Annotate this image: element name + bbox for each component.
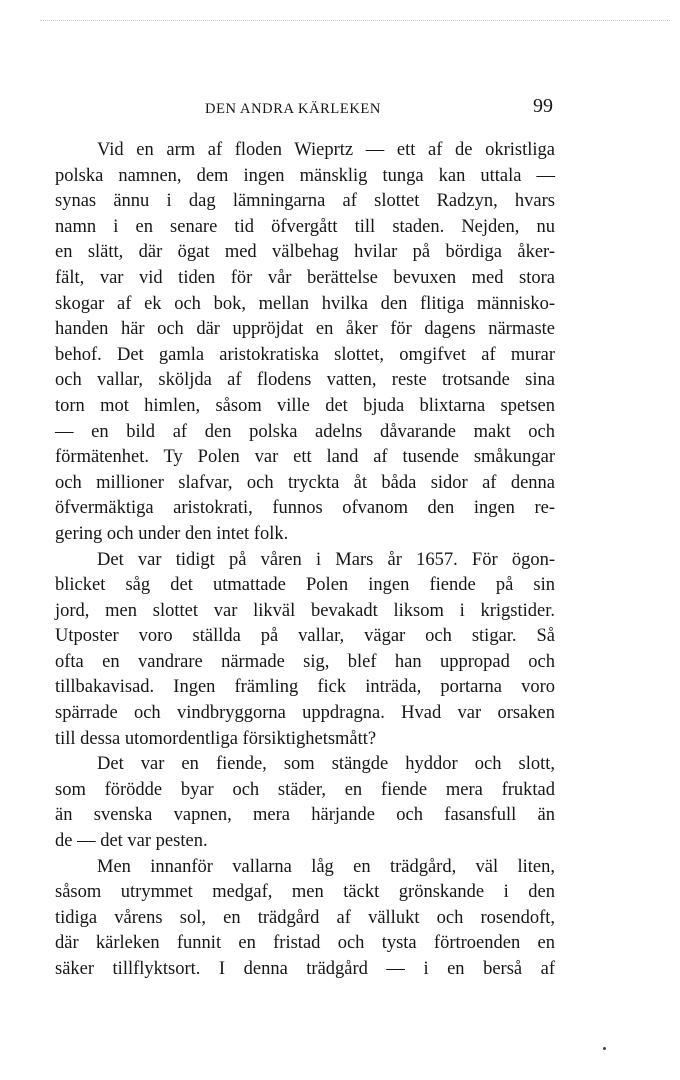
text-line: som förödde byar och städer, en fiende mera fruktad: [55, 779, 555, 800]
text-line: blicket såg det utmattade Polen ingen fiende på sin: [55, 575, 555, 596]
scan-edge-line: [40, 20, 670, 21]
text-line: till dessa utomordentliga försiktighetsmått?: [55, 728, 377, 749]
text-line: och vallar, sköljda af flodens vatten, reste trotsande sina: [55, 370, 555, 391]
text-line: handen här och där uppröjdat en åker för dagens närmaste: [55, 319, 555, 340]
text-line: tillbakavisad. Ingen främling fick inträda, portarna voro: [55, 677, 555, 698]
text-line: såsom utrymmet medgaf, men täckt grönskande i den: [55, 882, 555, 903]
text-line: synas ännu i dag lämningarna af slottet Radzyn, hvars: [55, 191, 555, 212]
text-line: tidiga vårens sol, en trädgård af vällukt och rosendoft,: [55, 907, 555, 928]
text-line: namn i en senare tid öfvergått till staden. Nejden, nu: [55, 216, 555, 237]
text-line: Vid en arm af floden Wieprtz — ett af de okristliga: [97, 140, 555, 160]
text-line: Det var tidigt på våren i Mars år 1657. För ögon-: [97, 549, 555, 570]
scan-speck: [603, 1047, 606, 1050]
text-line: fält, var vid tiden för vår berättelse bevuxen med stora: [55, 267, 555, 288]
text-line: öfvermäktiga aristokrati, funnos ofvanom den ingen re-: [55, 498, 555, 519]
text-line: torn mot himlen, såsom ville det bjuda blixtarna spetsen: [55, 395, 555, 416]
text-line: skogar af ek och bok, mellan hvilka den flitiga människo-: [55, 293, 555, 314]
text-line: en slätt, där ögat med välbehag hvilar på bördiga åker-: [55, 242, 555, 263]
running-title: DEN ANDRA KÄRLEKEN: [205, 101, 381, 117]
text-line: än svenska vapnen, mera härjande och fasansfull än: [55, 805, 555, 826]
text-line: behof. Det gamla aristokratiska slottet, omgifvet af murar: [55, 344, 555, 365]
text-line: polska namnen, dem ingen mänsklig tunga kan uttala —: [55, 165, 555, 186]
text-line: de — det var pesten.: [55, 831, 208, 852]
text-line: Men innanför vallarna låg en trädgård, väl liten,: [97, 856, 555, 877]
text-line: spärrade och vindbryggorna uppdragna. Hvad var orsaken: [55, 703, 555, 724]
text-line: förmätenhet. Ty Polen var ett land af tusende småkungar: [55, 447, 555, 468]
body-text: [55, 138, 555, 983]
text-line: Det var en fiende, som stängde hyddor och slott,: [97, 754, 555, 775]
text-line: och millioner slafvar, och tryckta åt båda sidor af denna: [55, 472, 555, 493]
page-number: 99: [533, 95, 553, 117]
text-line: där kärleken funnit en fristad och tysta förtroenden en: [55, 933, 555, 954]
text-line: säker tillflyktsort. I denna trädgård — i en berså af: [55, 959, 555, 979]
text-line: Utposter voro ställda på vallar, vägar och stigar. Så: [55, 626, 555, 647]
text-line: — en bild af den polska adelns dåvarande makt och: [55, 421, 555, 442]
text-line: gering och under den intet folk.: [55, 523, 289, 544]
text-line: ofta en vandrare närmade sig, blef han uppropad och: [55, 651, 555, 672]
text-line: jord, men slottet var likväl bevakadt liksom i krigstider.: [55, 600, 555, 621]
